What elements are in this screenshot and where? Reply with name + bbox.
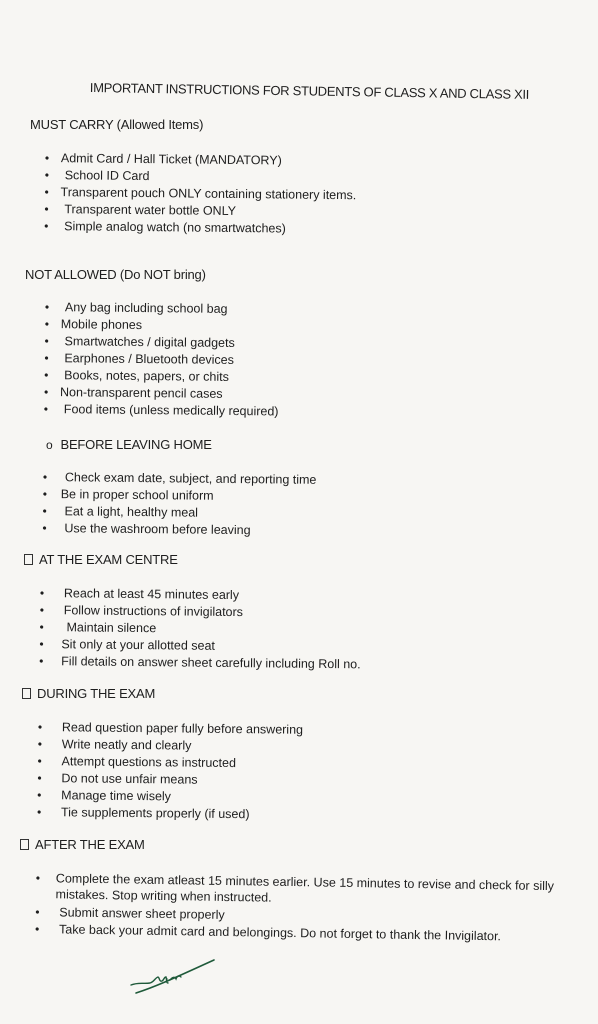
bullet-dot-icon: •: [37, 753, 42, 769]
circle-bullet-icon: o: [46, 438, 53, 452]
after-exam-heading-text: AFTER THE EXAM: [35, 837, 145, 852]
not-allowed-list-item-text: Smartwatches / digital gadgets: [64, 334, 235, 350]
bullet-dot-icon: •: [42, 469, 48, 485]
must-carry-heading: MUST CARRY (Allowed Items): [30, 117, 204, 132]
during-exam-list-item-text: Manage time wisely: [61, 788, 172, 804]
not-allowed-list-item-text: Any bag including school bag: [64, 300, 228, 316]
during-exam-list-item-text: Write neatly and clearly: [61, 737, 192, 753]
after-exam-list: [34, 870, 555, 944]
bullet-dot-icon: •: [39, 585, 45, 601]
must-carry-list-item-text: Transparent water bottle ONLY: [64, 202, 237, 219]
before-leaving-heading-text: BEFORE LEAVING HOME: [60, 437, 212, 452]
during-exam-heading: [22, 686, 155, 701]
during-exam-list-item-text: Tie supplements properly (if used): [60, 805, 250, 822]
bullet-dot-icon: •: [44, 150, 50, 166]
bullet-dot-icon: •: [39, 602, 45, 618]
bullet-dot-icon: •: [37, 770, 42, 786]
not-allowed-list-item-text: Books, notes, papers, or chits: [64, 368, 229, 384]
bullet-dot-icon: •: [35, 870, 41, 886]
before-leaving-list-item-text: Use the washroom before leaving: [64, 521, 251, 538]
during-exam-list: [36, 719, 304, 822]
must-carry-list-item-text: Simple analog watch (no smartwatches): [64, 219, 286, 236]
at-centre-list: [39, 585, 361, 672]
after-exam-list-item-text: Complete the exam atleast 15 minutes earlier. Use 15 minutes to revise and check for silly mistakes. Stop writing when instructed.: [55, 871, 555, 905]
not-allowed-list: [43, 299, 279, 419]
after-exam-list-item-text: Submit answer sheet properly: [59, 905, 225, 922]
must-carry-list-item-text: Admit Card / Hall Ticket (MANDATORY): [60, 151, 282, 168]
bullet-dot-icon: •: [39, 653, 44, 669]
during-exam-list-item-text: Read question paper fully before answering: [61, 720, 304, 737]
at-centre-heading-text: AT THE EXAM CENTRE: [39, 552, 178, 567]
not-allowed-list-item-text: Mobile phones: [60, 317, 143, 333]
bullet-dot-icon: •: [42, 520, 47, 536]
checkbox-square-icon: [24, 554, 33, 565]
bullet-dot-icon: •: [43, 401, 49, 417]
at-centre-list-item-text: Sit only at your allotted seat: [61, 637, 216, 653]
at-centre-list-item-text: Maintain silence: [66, 620, 157, 636]
after-exam-list-item-text: Take back your admit card and belongings. Do not forget to thank the Invigilator.: [58, 922, 502, 944]
not-allowed-list-item-text: Food items (unless medically required): [63, 402, 279, 419]
during-exam-list-item-text: Do not use unfair means: [61, 771, 198, 787]
at-centre-heading: [24, 552, 178, 567]
not-allowed-list-item-text: Non-transparent pencil cases: [59, 385, 223, 401]
not-allowed-heading: NOT ALLOWED (Do NOT bring): [25, 267, 206, 282]
bullet-dot-icon: •: [37, 719, 43, 735]
bullet-dot-icon: •: [37, 736, 43, 752]
bullet-dot-icon: •: [44, 201, 49, 217]
before-leaving-list-item-text: Be in proper school uniform: [60, 487, 214, 503]
bullet-dot-icon: •: [37, 787, 42, 803]
bullet-dot-icon: •: [36, 804, 42, 820]
handwritten-signature: [128, 950, 223, 1000]
bullet-dot-icon: •: [44, 367, 49, 383]
during-exam-heading-text: DURING THE EXAM: [37, 686, 156, 701]
at-centre-list-item-text: Follow instructions of invigilators: [63, 603, 244, 620]
during-exam-list-item-text: Attempt questions as instructed: [61, 754, 237, 771]
bullet-dot-icon: •: [35, 904, 40, 920]
must-carry-list-item-text: Transparent pouch ONLY containing stationery items.: [60, 185, 357, 203]
after-exam-list-item: [35, 870, 555, 905]
bullet-dot-icon: •: [42, 486, 48, 502]
before-leaving-list: [42, 469, 317, 538]
after-exam-heading: [20, 837, 145, 852]
must-carry-list: [44, 150, 357, 236]
bullet-dot-icon: •: [44, 167, 50, 183]
checkbox-square-icon: [20, 839, 29, 850]
before-leaving-list-item-text: Check exam date, subject, and reporting time: [64, 470, 317, 487]
document-title: IMPORTANT INSTRUCTIONS FOR STUDENTS OF CLASS X AND CLASS XII: [89, 80, 530, 102]
at-centre-list-item-text: Fill details on answer sheet carefully including Roll no.: [61, 654, 361, 672]
before-leaving-heading: [46, 437, 212, 452]
before-leaving-list-item-text: Eat a light, healthy meal: [64, 504, 199, 520]
checkbox-square-icon: [22, 688, 31, 699]
bullet-dot-icon: •: [43, 384, 49, 400]
bullet-dot-icon: •: [44, 350, 49, 366]
bullet-dot-icon: •: [44, 218, 49, 234]
bullet-dot-icon: •: [39, 636, 44, 652]
bullet-dot-icon: •: [34, 921, 40, 937]
not-allowed-list-item-text: Earphones / Bluetooth devices: [64, 351, 235, 367]
bullet-dot-icon: •: [44, 316, 50, 332]
at-centre-list-item-text: Reach at least 45 minutes early: [63, 586, 240, 603]
bullet-dot-icon: •: [44, 299, 50, 315]
bullet-dot-icon: •: [44, 333, 49, 349]
bullet-dot-icon: •: [42, 503, 47, 519]
bullet-dot-icon: •: [39, 619, 44, 635]
must-carry-list-item-text: School ID Card: [64, 168, 150, 184]
bullet-dot-icon: •: [44, 184, 49, 200]
